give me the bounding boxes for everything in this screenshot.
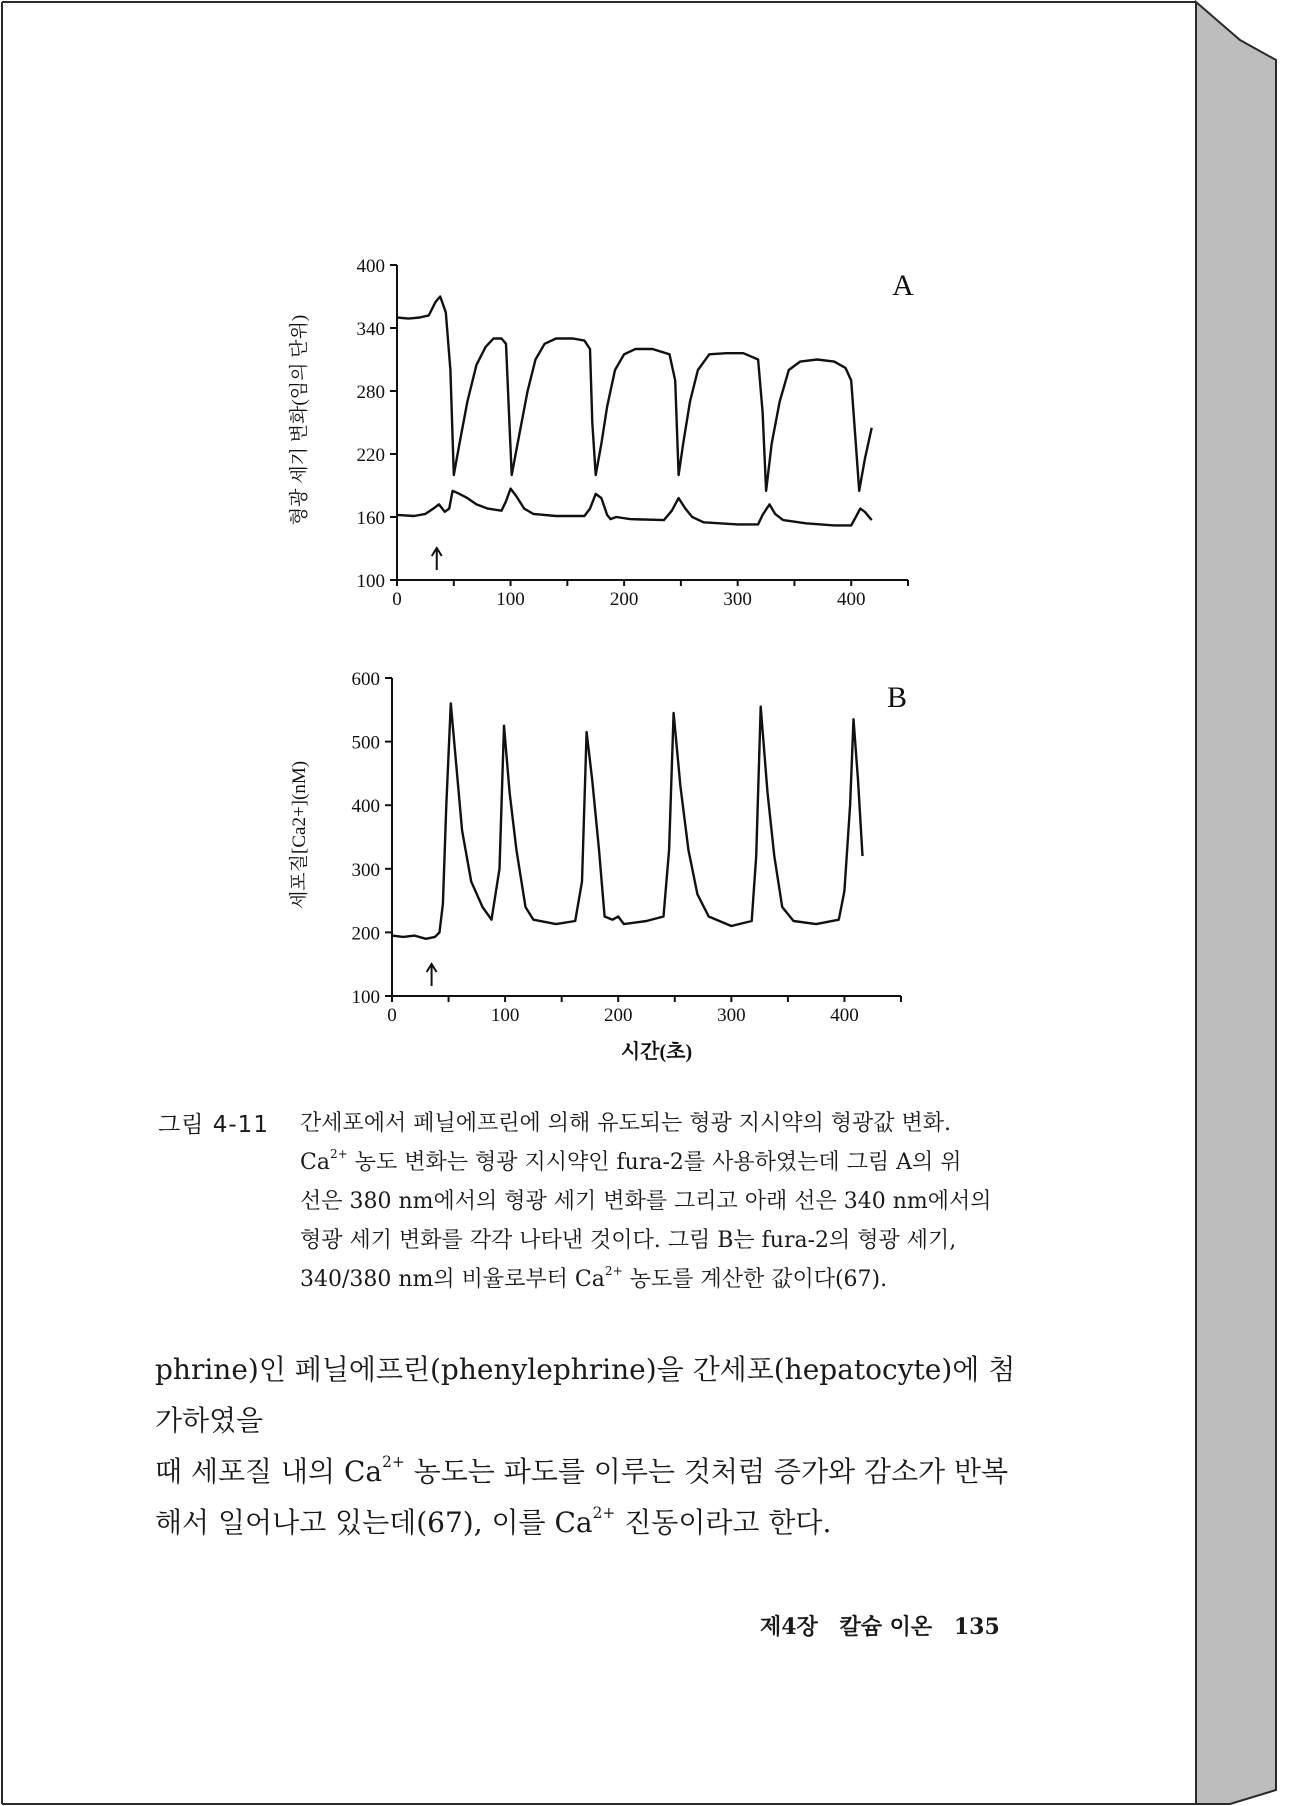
- x-tick-label: 200: [603, 1005, 633, 1026]
- y-tick-label: 220: [356, 445, 385, 466]
- page-footer: [760, 1610, 1014, 1641]
- x-tick-label: 100: [490, 1005, 520, 1026]
- figure-number: 그림 4-11: [158, 1112, 269, 1138]
- y-tick-label: 340: [356, 319, 385, 340]
- footer-chapter: 제4장: [760, 1614, 818, 1640]
- x-tick-label: 400: [836, 589, 866, 610]
- caption-line: $Ca^{2+}$ 농도 변화는 형광 지시약인 fura-2를 사용하였는데 그림 A의 위: [300, 1147, 962, 1175]
- y-tick-label: 400: [351, 796, 380, 818]
- body-line: 때 세포질 내의 $Ca^{2+}$ 농도는 파도를 이루는 것처럼 증가와 감소가 반복: [155, 1453, 1009, 1488]
- y-tick-label: 300: [351, 859, 380, 881]
- chart-panel-b: [288, 669, 907, 1063]
- body-paragraph: [155, 1344, 1039, 1548]
- y-axis-label: 세포질[Ca2+](nM): [289, 760, 310, 910]
- x-tick-label: 0: [392, 589, 402, 610]
- series-line: [397, 489, 872, 526]
- y-tick-label: 160: [356, 508, 385, 529]
- footer-title: 칼슘 이온: [839, 1614, 933, 1640]
- y-tick-label: 400: [356, 256, 385, 277]
- y-tick-label: 100: [351, 987, 380, 1008]
- series-line: [397, 297, 872, 491]
- y-tick-label: 280: [356, 382, 385, 403]
- caption-line: 형광 세기 변화를 각각 나타낸 것이다. 그림 B는 fura-2의 형광 세기,: [300, 1228, 957, 1253]
- y-axis-label: 형광 세기 변화(임의 단위): [289, 314, 310, 526]
- figure-caption: [300, 1104, 1040, 1299]
- caption-line: 340/380 nm의 비율로부터 $Ca^{2+}$ 농도를 계산한 값이다(67).: [300, 1264, 888, 1292]
- body-line: phrine)인 페닐에프린(phenylephrine)을 간세포(hepatocyte)에 첨가하였을: [155, 1353, 1016, 1437]
- x-tick-label: 100: [496, 589, 525, 610]
- series-line: [392, 703, 863, 938]
- y-tick-label: 600: [351, 669, 380, 690]
- x-axis-label: 시간(초): [620, 1041, 693, 1063]
- y-tick-label: 500: [351, 732, 380, 754]
- y-tick-label: 200: [351, 923, 380, 945]
- body-line: 해서 일어나고 있는데(67), 이를 $Ca^{2+}$ 진동이라고 한다.: [155, 1504, 832, 1539]
- caption-line: 간세포에서 페닐에프린에 의해 유도되는 형광 지시약의 형광값 변화.: [300, 1111, 952, 1136]
- caption-line: 선은 380 nm에서의 형광 세기 변화를 그리고 아래 선은 340 nm에서의: [300, 1189, 992, 1214]
- x-tick-label: 400: [830, 1005, 859, 1026]
- y-tick-label: 100: [356, 571, 385, 592]
- panel-label: A: [892, 269, 914, 302]
- x-tick-label: 300: [717, 1005, 746, 1026]
- panel-label: B: [886, 681, 908, 714]
- chart-panel-a: [287, 256, 914, 610]
- x-tick-label: 0: [387, 1005, 397, 1026]
- page-number: 135: [953, 1614, 1000, 1640]
- x-tick-label: 300: [723, 589, 752, 610]
- x-tick-label: 200: [609, 589, 639, 610]
